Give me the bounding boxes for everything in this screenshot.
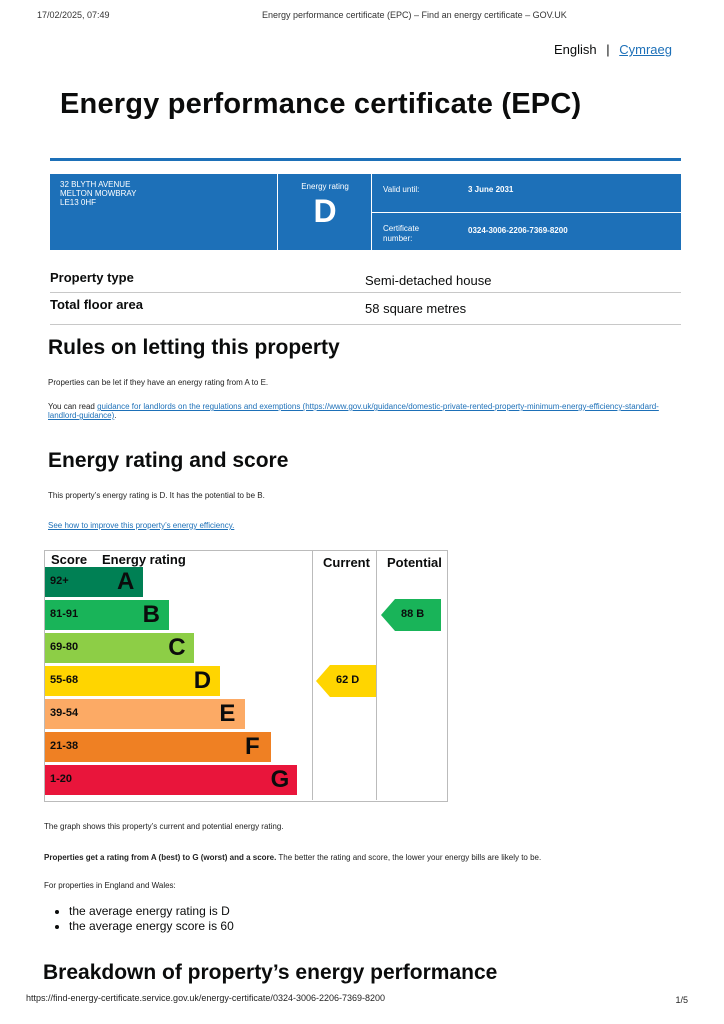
rating-band-letter: G	[270, 766, 290, 793]
breakdown-heading: Breakdown of property’s energy performance	[43, 961, 498, 984]
rating-band-f	[45, 732, 271, 762]
rating-band-g	[45, 765, 297, 795]
improve-efficiency-link[interactable]: See how to improve this property’s energy efficiency.	[48, 521, 235, 530]
england-wales-intro: For properties in England and Wales:	[44, 881, 176, 890]
rating-band-letter: C	[168, 634, 186, 661]
list-item: • the average energy rating is D	[69, 904, 234, 919]
energy-rating-label: Energy rating	[301, 182, 349, 191]
rating-band-e	[45, 699, 245, 729]
energy-rating-paragraph: This property’s energy rating is D. It has the potential to be B.	[48, 491, 265, 500]
rating-explanation	[44, 853, 541, 862]
potential-rating-label: 88 B	[401, 608, 425, 620]
rating-band-score: 81-91	[50, 608, 79, 620]
rating-band-score: 92+	[50, 575, 69, 587]
letting-p2-suffix: .	[114, 411, 117, 420]
current-rating-label: 62 D	[336, 674, 360, 686]
print-page-title: Energy performance certificate (EPC) – Find an energy certificate – GOV.UK	[262, 10, 567, 20]
certificate-number-row	[372, 213, 681, 251]
certificate-label-line-1: Certificate	[383, 224, 420, 233]
language-welsh-link[interactable]: Cymraeg	[619, 42, 672, 57]
letting-paragraph-2	[48, 402, 668, 420]
floor-area-label: Total floor area	[50, 297, 143, 312]
energy-rating-chart	[44, 550, 448, 802]
print-datetime: 17/02/2025, 07:49	[37, 10, 110, 20]
certificate-info	[372, 174, 681, 250]
landlord-guidance-link-line-2: landlord-guidance)	[48, 411, 115, 420]
rating-band-b	[45, 600, 169, 630]
rating-band-score: 39-54	[50, 707, 79, 719]
rating-band-score: 69-80	[50, 641, 79, 653]
language-english: English	[553, 42, 597, 57]
property-type-value: Semi-detached house	[365, 273, 492, 288]
current-rating-arrow	[316, 665, 376, 697]
address-line-3: LE13 0HF	[60, 198, 97, 207]
chart-header-current: Current	[323, 555, 370, 570]
floor-area-value: 58 square metres	[365, 301, 467, 316]
rating-explanation-bold: Properties get a rating from A (best) to G (worst) and a score.	[44, 853, 277, 862]
rating-band-letter: A	[117, 568, 135, 595]
property-type-row	[50, 266, 681, 293]
certificate-number-value: 0324-3006-2206-7369-8200	[468, 226, 568, 235]
chart-header-potential: Potential	[387, 555, 442, 570]
graph-explanation: The graph shows this property’s current and potential energy rating.	[44, 822, 284, 831]
rating-explanation-rest: The better the rating and score, the lower your energy bills are likely to be.	[276, 853, 542, 862]
valid-until-label: Valid until:	[383, 185, 420, 194]
rating-band-a	[45, 567, 143, 597]
epc-banner	[50, 174, 681, 250]
rating-band-d	[45, 666, 220, 696]
rating-band-c	[45, 633, 194, 663]
chart-header-energy-rating: Energy rating	[102, 552, 186, 567]
letting-paragraph-1: Properties can be let if they have an energy rating from A to E.	[48, 378, 269, 387]
floor-area-row	[50, 294, 681, 325]
rating-band-letter: E	[219, 700, 236, 727]
language-switcher	[554, 42, 672, 57]
valid-until-value: 3 June 2031	[468, 185, 514, 194]
energy-rating-letter: D	[313, 193, 337, 229]
address-line-2: MELTON MOWBRAY	[60, 189, 137, 198]
letting-p2-prefix: You can read	[48, 402, 98, 411]
certificate-label	[383, 224, 419, 244]
potential-rating-arrow	[381, 599, 441, 631]
title-divider	[50, 158, 681, 161]
page-title: Energy performance certificate (EPC)	[60, 88, 582, 120]
address-block	[50, 174, 278, 250]
print-footer-url: https://find-energy-certificate.service.gov.uk/energy-certificate/0324-3006-2206-7369-8200	[26, 993, 386, 1003]
rating-band-score: 1-20	[50, 773, 73, 785]
certificate-label-line-2: number:	[383, 234, 413, 243]
chart-header-score: Score	[51, 552, 88, 567]
valid-until-row	[372, 174, 681, 213]
rating-band-letter: D	[193, 667, 212, 694]
landlord-guidance-link-line-1: guidance for landlords on the regulations and exemptions (https://www.gov.uk/guidance/domestic-private-rented-property-minimum-energy-efficiency-standard-	[97, 402, 659, 411]
rating-band-score: 21-38	[50, 740, 79, 752]
rating-band-score: 55-68	[50, 674, 79, 686]
average-bullets	[50, 904, 234, 934]
rating-band-letter: F	[245, 733, 260, 760]
property-type-label: Property type	[50, 270, 134, 285]
energy-rating-block	[279, 174, 372, 250]
address-line-1: 32 BLYTH AVENUE	[60, 180, 131, 189]
energy-rating-heading: Energy rating and score	[48, 449, 289, 472]
letting-heading: Rules on letting this property	[48, 336, 340, 359]
language-separator: |	[606, 42, 610, 57]
landlord-guidance-link[interactable]	[48, 402, 659, 420]
rating-band-letter: B	[142, 601, 160, 628]
print-footer-page: 1/5	[675, 995, 688, 1005]
list-item: • the average energy score is 60	[69, 919, 234, 934]
